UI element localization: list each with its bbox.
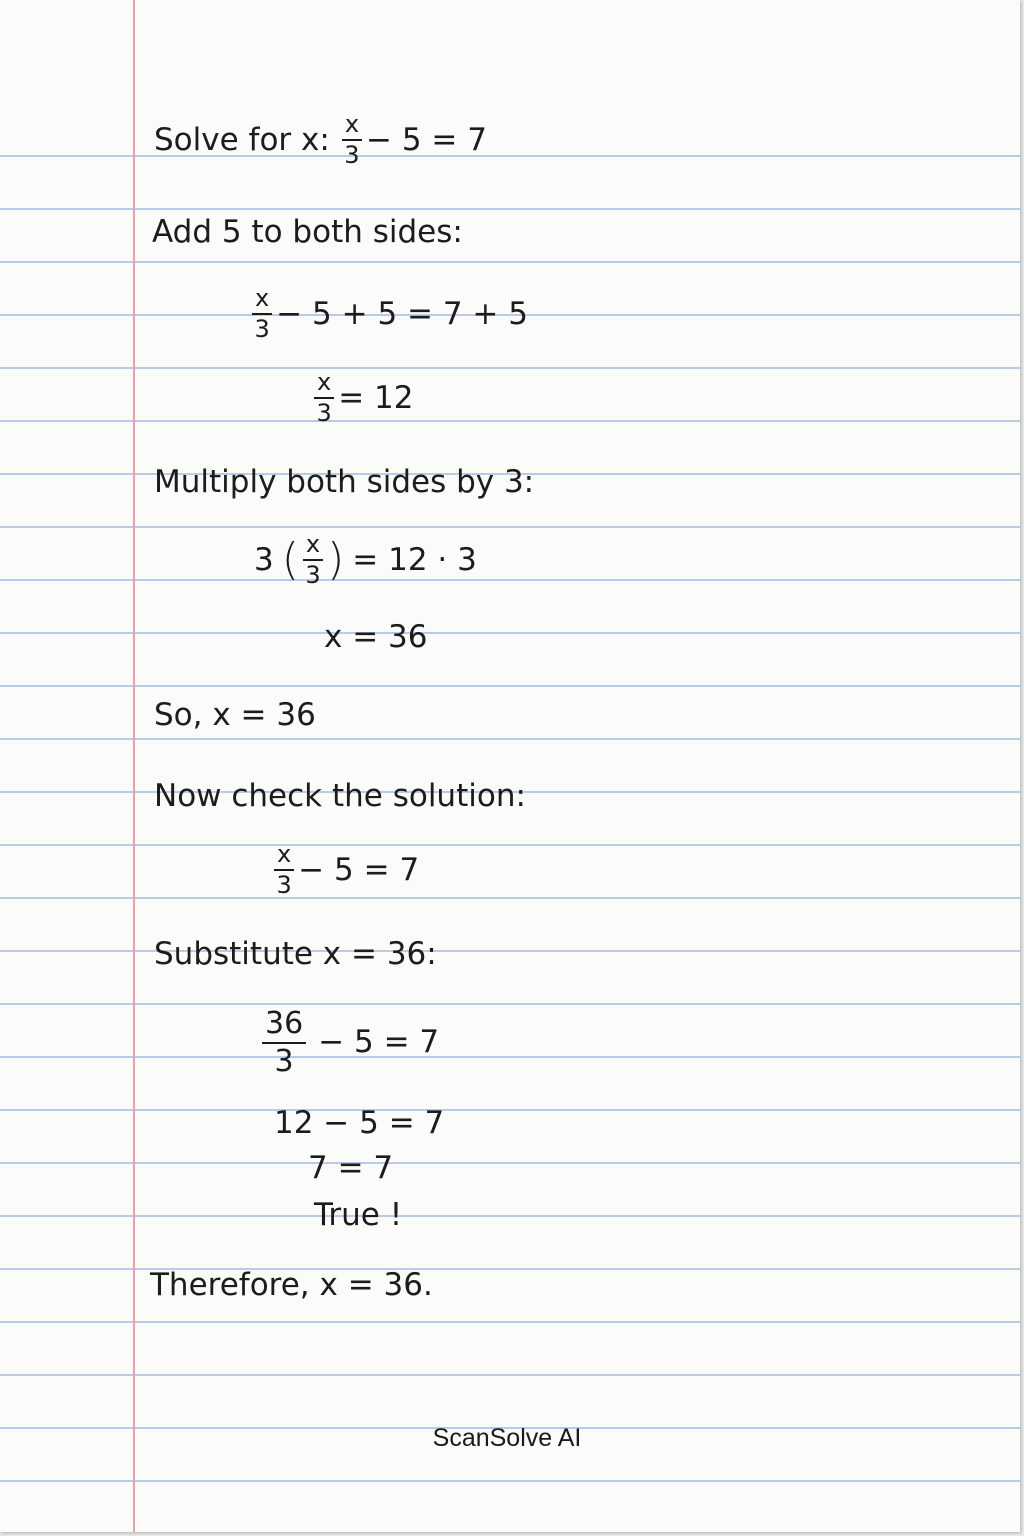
substitute-equation-3: 7 = 7 xyxy=(308,1150,394,1186)
fraction-denominator: 3 xyxy=(274,1043,294,1079)
problem-rest: − 5 = 7 xyxy=(366,121,487,158)
step2-label: Multiply both sides by 3: xyxy=(154,464,535,500)
step1-eq1-rest: − 5 + 5 = 7 + 5 xyxy=(276,295,528,332)
step1-equation-1 xyxy=(248,286,528,342)
result-statement: So, x = 36 xyxy=(154,697,316,733)
fraction-denominator: 3 xyxy=(305,561,321,590)
check-fraction xyxy=(274,842,294,898)
close-paren: ) xyxy=(327,534,345,586)
fraction-denominator: 3 xyxy=(276,871,292,900)
check-equation xyxy=(270,842,419,898)
step2-equation-1 xyxy=(254,532,477,588)
step1-eq1-fraction xyxy=(252,286,272,342)
step2-coefficient: 3 xyxy=(254,541,274,578)
fraction-numerator: x xyxy=(274,842,294,871)
fraction-denominator: 3 xyxy=(316,399,332,428)
verification-true: True ! xyxy=(314,1197,403,1233)
check-label: Now check the solution: xyxy=(154,778,526,814)
fraction-numerator: 36 xyxy=(262,1008,306,1044)
substitute-eq1-rest: − 5 = 7 xyxy=(318,1024,440,1060)
fraction-numerator: x xyxy=(303,532,323,561)
substitute-equation-2: 12 − 5 = 7 xyxy=(274,1105,445,1141)
margin-line xyxy=(133,0,135,1532)
brand-watermark: ScanSolve AI xyxy=(432,1424,582,1452)
problem-prefix: Solve for x: xyxy=(154,121,330,158)
substitute-fraction xyxy=(262,1008,306,1077)
fraction-numerator: x xyxy=(342,112,362,141)
step1-eq2-fraction xyxy=(314,370,334,426)
fraction-numerator: x xyxy=(314,370,334,399)
problem-fraction xyxy=(342,112,362,168)
open-paren: ( xyxy=(281,534,299,586)
problem-statement xyxy=(154,112,487,168)
substitute-equation-1 xyxy=(258,1008,439,1077)
fraction-numerator: x xyxy=(252,286,272,315)
fraction-denominator: 3 xyxy=(344,141,360,170)
substitute-label: Substitute x = 36: xyxy=(154,936,437,972)
step1-eq2-rest: = 12 xyxy=(338,379,414,416)
fraction-denominator: 3 xyxy=(254,315,270,344)
step1-equation-2 xyxy=(310,370,413,426)
step2-eq1-fraction xyxy=(303,532,323,588)
step2-eq1-rest: = 12 · 3 xyxy=(352,541,477,578)
step2-equation-2: x = 36 xyxy=(324,619,428,655)
conclusion-statement: Therefore, x = 36. xyxy=(150,1267,433,1303)
step1-label: Add 5 to both sides: xyxy=(152,214,463,250)
check-eq-rest: − 5 = 7 xyxy=(298,851,420,888)
